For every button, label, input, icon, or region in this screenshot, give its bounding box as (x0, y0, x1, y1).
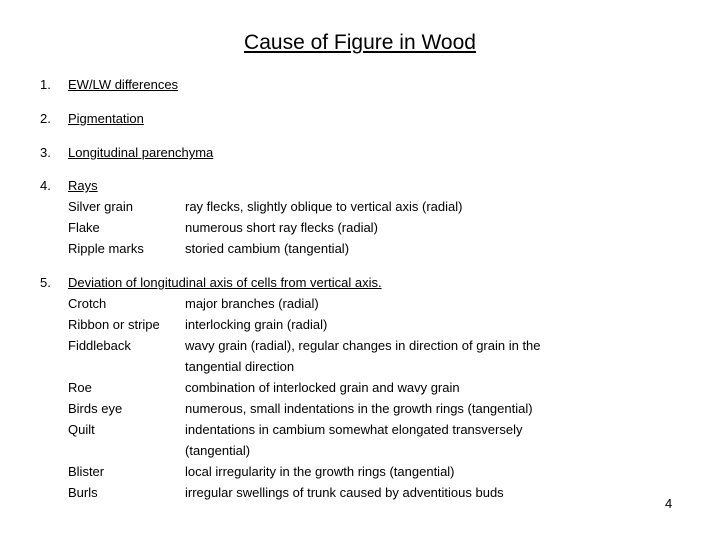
term-blister: Blister (68, 464, 105, 479)
term-ripple-marks: Ripple marks (68, 241, 144, 256)
definition-birds-eye: numerous, small indentations in the growth rings (tangential) (185, 401, 533, 416)
page-title-text: Cause of Figure in Wood (244, 31, 476, 54)
definition-crotch: major branches (radial) (185, 296, 319, 311)
item-3-label: Longitudinal parenchyma (68, 145, 214, 160)
page-number: 4 (665, 496, 673, 511)
definition-roe: combination of interlocked grain and wavy grain (185, 380, 460, 395)
definition-ribbon-or-stripe: interlocking grain (radial) (185, 317, 328, 332)
term-birds-eye: Birds eye (68, 401, 123, 416)
term-ribbon-or-stripe: Ribbon or stripe (68, 317, 160, 332)
term-flake: Flake (68, 220, 100, 235)
term-quilt: Quilt (68, 422, 95, 437)
definition-quilt-line-1: indentations in cambium somewhat elongated transversely (185, 422, 523, 437)
item-2-number: 2. (40, 111, 51, 126)
term-burls: Burls (68, 485, 98, 500)
definition-fiddleback-line-2: tangential direction (185, 359, 295, 374)
term-silver-grain: Silver grain (68, 199, 134, 214)
term-fiddleback: Fiddleback (68, 338, 131, 353)
item-4-label: Rays (68, 178, 98, 193)
definition-quilt-line-2: (tangential) (185, 443, 251, 458)
definition-fiddleback-line-1: wavy grain (radial), regular changes in direction of grain in the (185, 338, 541, 353)
definition-ripple-marks: storied cambium (tangential) (185, 241, 350, 256)
definition-silver-grain: ray flecks, slightly oblique to vertical axis (radial) (185, 199, 463, 214)
item-5-label: Deviation of longitudinal axis of cells from vertical axis. (68, 275, 382, 290)
item-3-number: 3. (40, 145, 51, 160)
definition-burls: irregular swellings of trunk caused by adventitious buds (185, 485, 504, 500)
definition-flake: numerous short ray flecks (radial) (185, 220, 378, 235)
page-title (0, 30, 720, 56)
item-5-number: 5. (40, 275, 51, 290)
item-1-number: 1. (40, 77, 51, 92)
term-crotch: Crotch (68, 296, 107, 311)
item-1-label: EW/LW differences (68, 77, 179, 92)
item-2-label: Pigmentation (68, 111, 144, 126)
term-roe: Roe (68, 380, 92, 395)
item-4-number: 4. (40, 178, 51, 193)
definition-blister: local irregularity in the growth rings (tangential) (185, 464, 455, 479)
